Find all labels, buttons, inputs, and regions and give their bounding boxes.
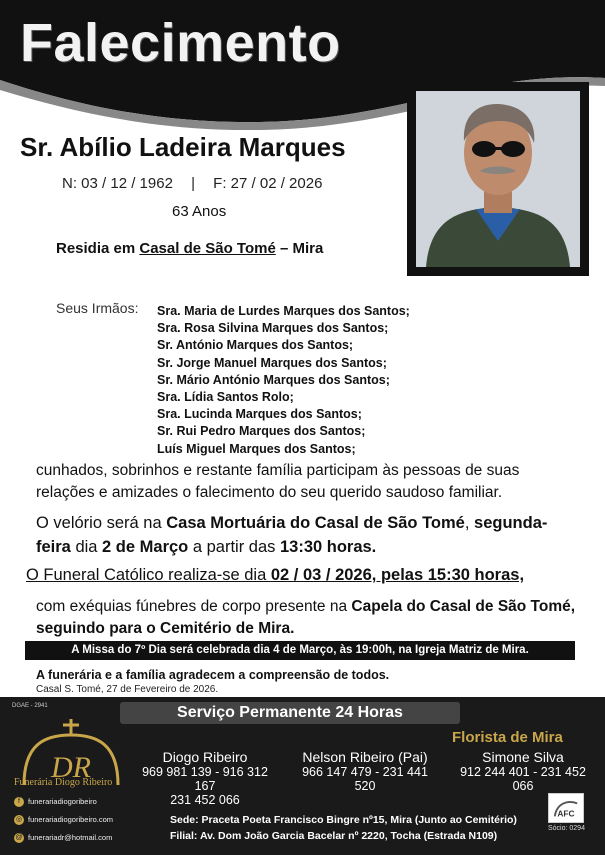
funeral-text: O Funeral Católico realiza-se dia [26,566,271,584]
birth-date: N: 03 / 12 / 1962 [62,175,173,192]
wake-time: 13:30 horas. [279,538,377,556]
sibling-item: Sra. Lídia Santos Rolo; [157,390,294,405]
sibling-item: Sra. Lucinda Marques dos Santos; [157,407,362,422]
life-dates [62,175,322,192]
globe-icon: ◎ [15,816,23,824]
afc-text: AFC [557,808,575,819]
exequies-text: com exéquias fúnebres de corpo presente na [36,598,352,615]
exequies-notice [36,596,581,640]
wake-place: Casa Mortuária do Casal de São Tomé [166,514,465,532]
sibling-item: Sr. Mário António Marques dos Santos; [157,372,390,387]
logo-name: Funerária Diogo Ribeiro [14,777,113,788]
wake-text: O velório será na [36,514,167,532]
residence [56,240,323,257]
sibling-item: Sra. Rosa Silvina Marques dos Santos; [157,321,389,336]
wake-date: 2 de Março [102,538,189,556]
contact-nelson [290,749,440,793]
contact-diogo [132,749,278,807]
wake-day: segunda-feira [36,514,548,556]
wake-text: dia [70,538,103,556]
filial-address: Filial: Av. Dom João Garcia Bacelar nº 2220, Tocha (Estrada N109) [170,830,498,842]
funeral-when: 02 / 03 / 2026, pelas 15:30 horas, [270,566,525,584]
wake-text: a partir das [188,538,280,556]
florista-brand: Florista de Mira [452,729,563,746]
service-banner: Serviço Permanente 24 Horas [120,702,460,724]
afc-logo [548,793,584,823]
thanks-note: A funerária e a família agradecem a compreensão de todos. [36,668,390,682]
contact-name: Diogo Ribeiro [162,749,248,765]
facebook-icon: f [14,797,24,807]
socio-number: Sócio: 0294 [548,825,585,832]
dgae-code: DGAE - 2941 [12,703,48,709]
contact-simone [450,749,596,793]
email-text: funerariadr@hotmail.com [28,833,113,842]
sibling-item: Luís Miguel Marques dos Santos; [157,441,356,456]
logo-letters: DR [51,751,91,784]
place-date: Casal S. Tomé, 27 de Fevereiro de 2026. [36,684,219,695]
facebook-contact[interactable] [14,797,97,807]
contact-phone: 912 244 401 - 231 452 066 [460,765,586,793]
deceased-name: Sr. Abílio Ladeira Marques [20,132,346,162]
contact-phone: 969 981 139 - 916 312 167 [142,765,268,793]
siblings-list [157,303,410,458]
wake-notice [36,511,576,559]
email-contact[interactable] [14,833,112,843]
siblings-label: Seus Irmãos: [56,300,139,316]
funeral-notice [26,564,586,586]
wake-text: , [464,514,475,532]
sede-address: Sede: Praceta Poeta Francisco Bingre nº15, Mira (Junto ao Cemitério) [170,814,517,826]
deceased-age: 63 Anos [172,203,227,220]
family-notice: cunhados, sobrinhos e restante família participam às pessoas de suas relações e amizades o falecimento do seu querido saudoso familiar. [36,462,520,501]
contact-name: Simone Silva [482,749,564,765]
addresses [170,812,517,844]
sibling-item: Sr. Rui Pedro Marques dos Santos; [157,424,366,439]
contact-phone: 966 147 479 - 231 441 520 [302,765,428,793]
exequies-place: Capela do Casal de São Tomé, seguindo para o Cemitério de Mira. [36,598,576,637]
sibling-item: Sr. Jorge Manuel Marques dos Santos; [157,355,387,370]
residence-place: Casal de São Tomé [139,240,276,257]
contact-name: Nelson Ribeiro (Pai) [302,749,428,765]
page-title: Falecimento [20,13,341,73]
portrait-illustration [416,91,580,267]
website-contact[interactable] [14,815,113,825]
residence-suffix: – Mira [275,240,324,257]
facebook-text: funerariadiogoribeiro [28,797,97,806]
residence-prefix: Residia em [56,240,140,257]
email-icon: @ [15,834,23,842]
sibling-item: Sra. Maria de Lurdes Marques dos Santos; [157,304,410,318]
website-text: funerariadiogoribeiro.com [28,815,114,824]
sibling-item: Sr. António Marques dos Santos; [157,338,354,353]
contact-phone: 231 452 066 [170,793,240,807]
footer [0,697,605,855]
date-separator: | [191,175,195,192]
mass-banner: A Missa do 7º Dia será celebrada dia 4 de Março, às 19:00h, na Igreja Matriz de Mira. [25,641,575,660]
death-date: F: 27 / 02 / 2026 [213,175,323,192]
deceased-photo [407,82,589,276]
